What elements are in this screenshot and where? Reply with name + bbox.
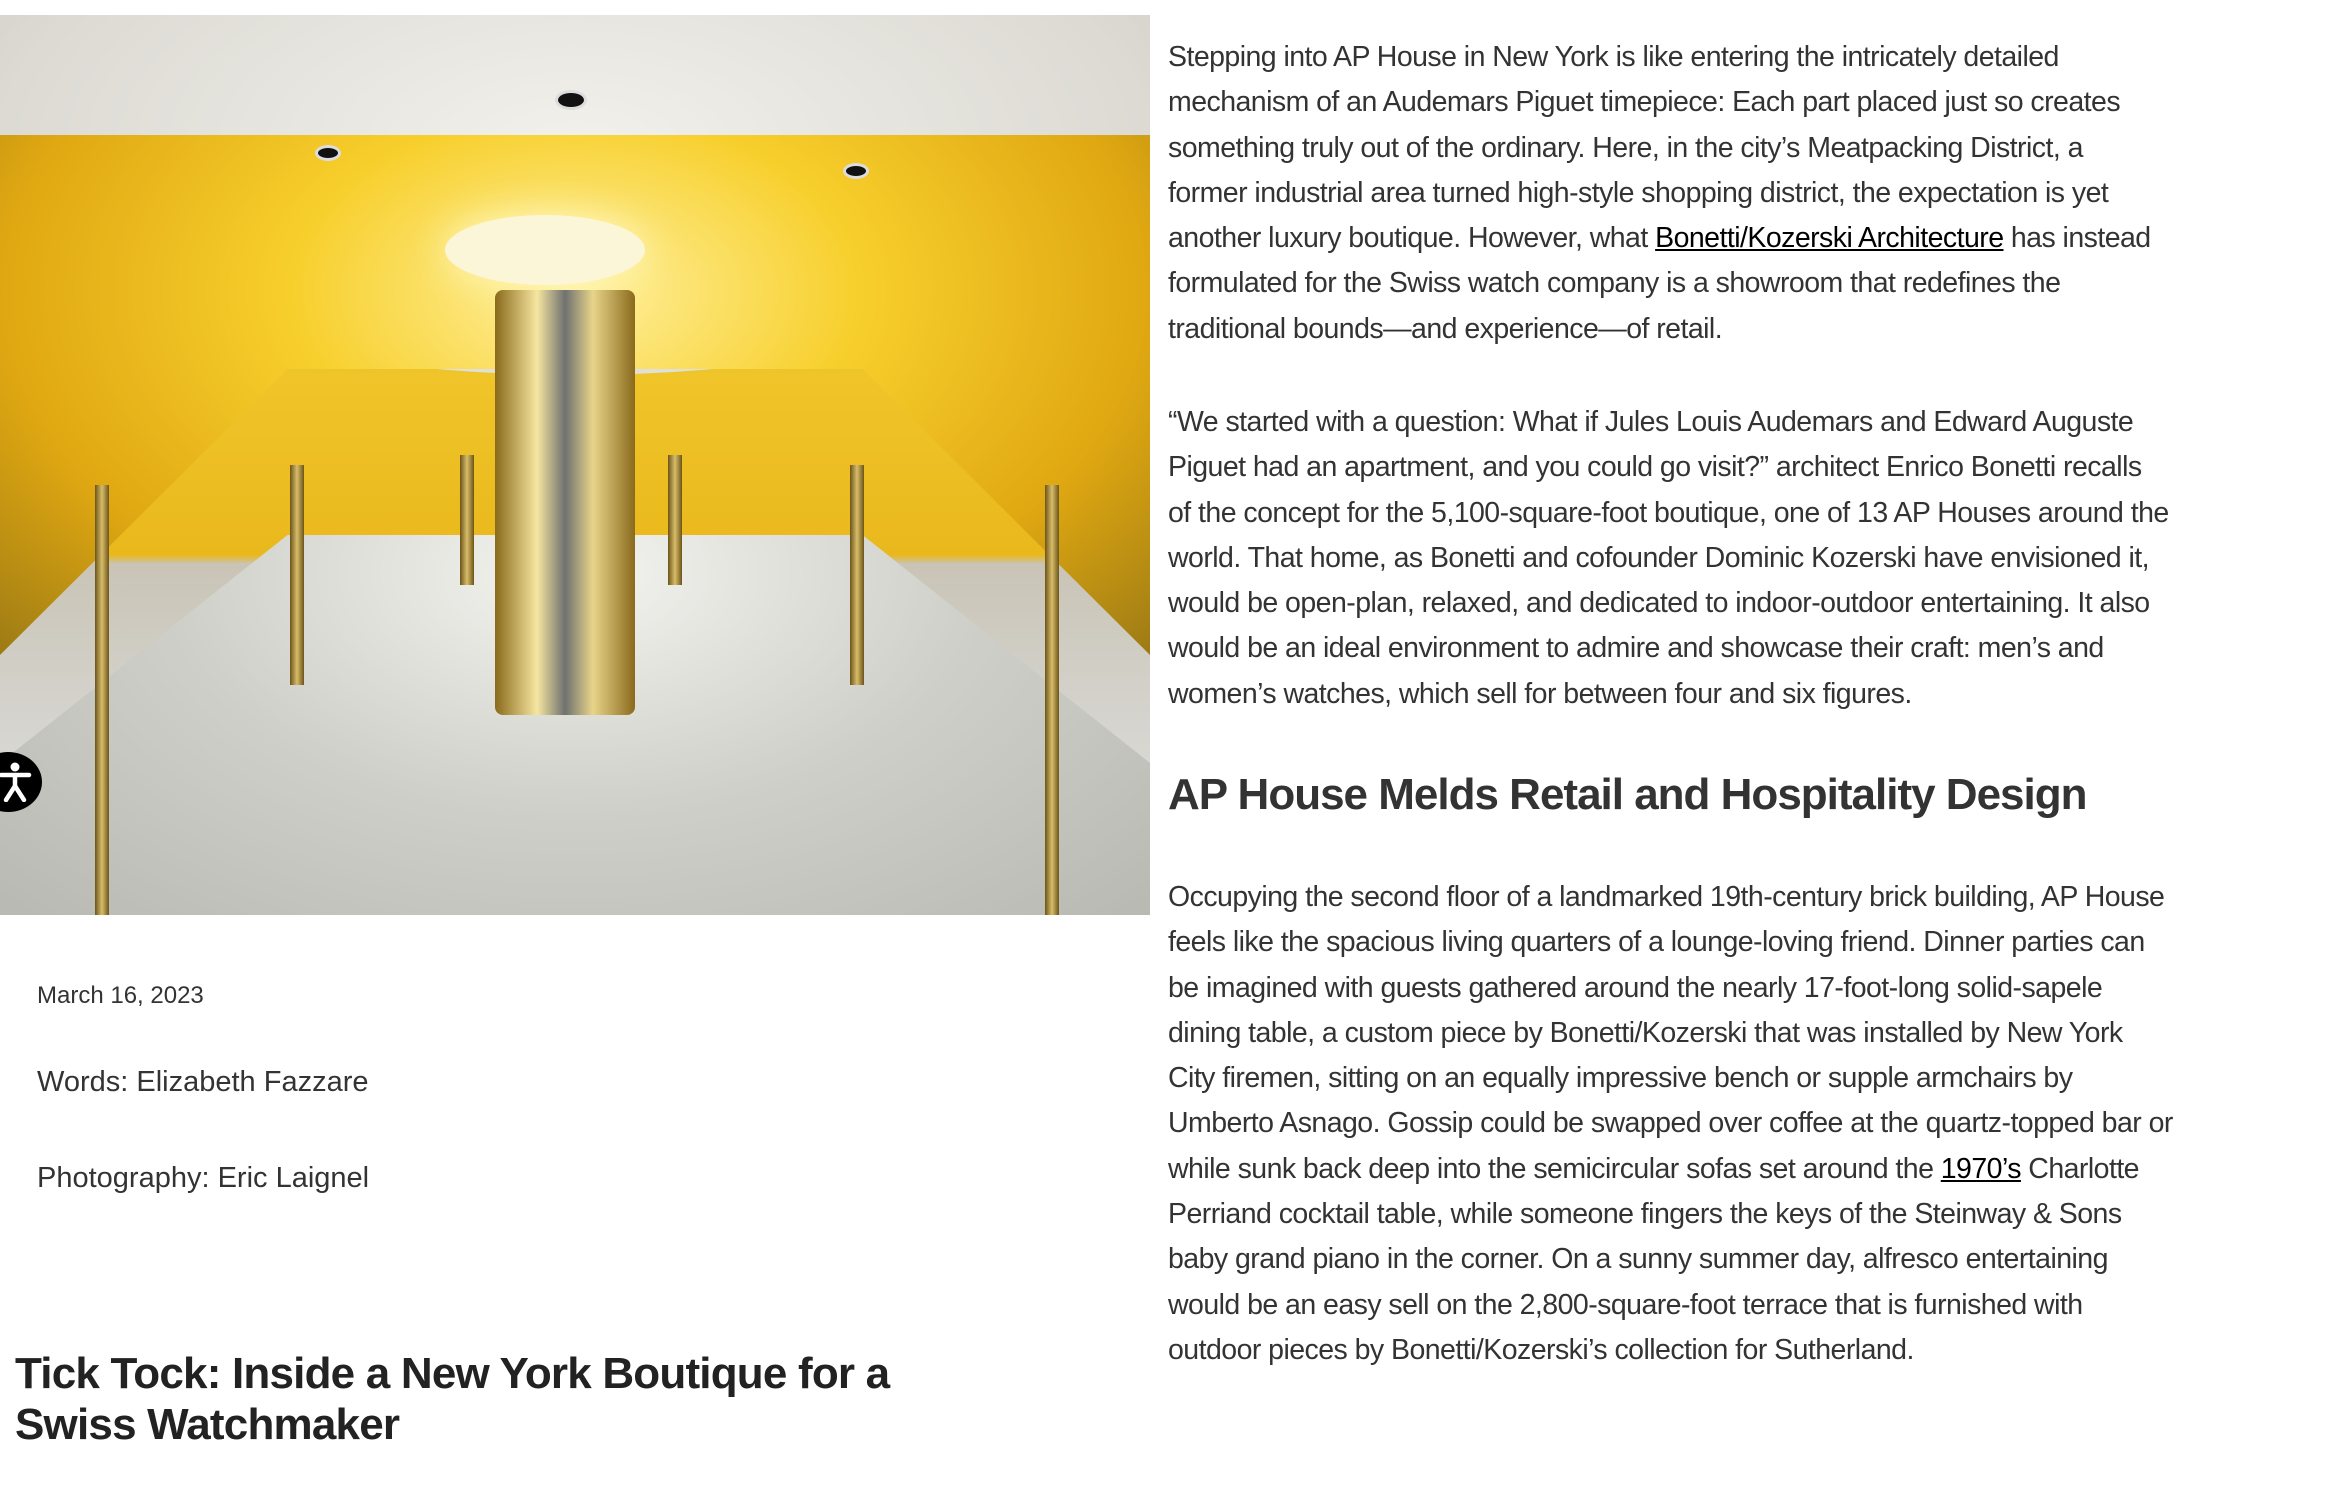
text-line — [1168, 672, 2328, 717]
text-segment: Umberto Asnago. Gossip could be swapped over coffee at the quartz-topped bar or — [1168, 1107, 2173, 1140]
watch-stand — [1045, 485, 1059, 915]
watch-stand — [850, 465, 864, 685]
text-line — [1168, 1011, 2328, 1056]
text-line — [1168, 400, 2328, 445]
text-segment: dining table, a custom piece by Bonetti/Kozerski that was installed by New York — [1168, 1016, 2123, 1049]
text-segment: Occupying the second floor of a landmarked 19th-century brick building, AP House — [1168, 881, 2165, 913]
watch-stand — [290, 465, 304, 685]
text-line — [1168, 307, 2328, 352]
text-line — [1168, 80, 2328, 125]
hero-image — [0, 15, 1150, 915]
text-line — [1168, 1101, 2328, 1146]
text-line — [1168, 1147, 2328, 1192]
paragraph-2 — [1168, 400, 2328, 717]
text-line — [1168, 1283, 2328, 1328]
text-segment: Charlotte — [2020, 1152, 2139, 1185]
text-line — [1168, 126, 2328, 171]
ceiling-lamp — [843, 163, 869, 179]
paragraph-text — [1168, 35, 2328, 352]
text-line — [1168, 1192, 2328, 1237]
text-segment: feels like the spacious living quarters of a lounge-loving friend. Dinner parties can — [1168, 926, 2145, 959]
text-line — [1168, 875, 2328, 920]
text-segment: mechanism of an Audemars Piguet timepiece: Each part placed just so creates — [1168, 86, 2121, 119]
inline-link[interactable]: Bonetti/Kozerski Architecture — [1655, 222, 2004, 255]
text-segment: “We started with a question: What if Jules Louis Audemars and Edward Auguste — [1168, 406, 2134, 438]
text-segment: would be an ideal environment to admire and showcase their craft: men’s and — [1168, 632, 2104, 665]
text-line — [1168, 1328, 2328, 1373]
article-title: Tick Tock: Inside a New York Boutique for a Swiss Watchmaker — [15, 1349, 890, 1449]
text-line — [1168, 261, 2328, 306]
text-line — [1168, 920, 2328, 965]
watch-stand — [460, 455, 474, 585]
ceiling-lamp — [315, 145, 341, 161]
text-segment: Perriand cocktail table, while someone fingers the keys of the Steinway & Sons — [1168, 1198, 2122, 1231]
text-line — [1168, 536, 2328, 581]
paragraph-text — [1168, 875, 2328, 1373]
text-segment: has instead — [2003, 222, 2151, 255]
text-line — [1168, 216, 2328, 261]
text-segment: City firemen, sitting on an equally impressive bench or supple armchairs by — [1168, 1062, 2073, 1095]
paragraph-text — [1168, 400, 2328, 717]
text-line — [1168, 966, 2328, 1011]
text-line — [1168, 581, 2328, 626]
text-segment: be imagined with guests gathered around the nearly 17-foot-long solid-sapele — [1168, 971, 2103, 1004]
photo-credit: Photography: Eric Laignel — [37, 1162, 370, 1194]
display-column — [495, 290, 635, 715]
text-segment: would be open-plan, relaxed, and dedicated to indoor-outdoor entertaining. It also — [1168, 587, 2150, 620]
inline-link[interactable]: 1970’s — [1940, 1152, 2021, 1185]
text-segment: of the concept for the 5,100-square-foot boutique, one of 13 AP Houses around the — [1168, 496, 2169, 529]
text-segment: traditional bounds—and experience—of retail. — [1168, 312, 1723, 345]
text-line — [1168, 626, 2328, 671]
text-segment: formulated for the Swiss watch company is a showroom that redefines the — [1168, 267, 2061, 300]
ceiling-lamp — [555, 90, 587, 110]
watch-stand — [668, 455, 682, 585]
text-segment: Piguet had an apartment, and you could go visit?” architect Enrico Bonetti recalls — [1168, 451, 2142, 484]
text-segment: would be an easy sell on the 2,800-square-foot terrace that is furnished with — [1168, 1288, 2083, 1321]
ceiling-light-disc — [445, 215, 645, 285]
text-line — [1168, 35, 2328, 80]
text-line — [1168, 445, 2328, 490]
publish-date: March 16, 2023 — [37, 982, 204, 1009]
text-segment: Stepping into AP House in New York is like entering the intricately detailed — [1168, 41, 2059, 73]
text-segment: baby grand piano in the corner. On a sunny summer day, alfresco entertaining — [1168, 1243, 2108, 1276]
text-line — [1168, 491, 2328, 536]
paragraph-1 — [1168, 35, 2328, 352]
text-segment: while sunk back deep into the semicircular sofas set around the — [1168, 1152, 1941, 1185]
text-segment: another luxury boutique. However, what — [1168, 222, 1656, 255]
author-credit: Words: Elizabeth Fazzare — [37, 1066, 369, 1098]
text-segment: former industrial area turned high-style shopping district, the expectation is yet — [1168, 176, 2109, 209]
section-heading: AP House Melds Retail and Hospitality Design — [1168, 770, 2087, 819]
text-segment: women’s watches, which sell for between four and six figures. — [1168, 677, 1912, 710]
accessibility-icon — [0, 762, 32, 802]
text-segment: something truly out of the ordinary. Here, in the city’s Meatpacking District, a — [1168, 131, 2083, 164]
text-segment: outdoor pieces by Bonetti/Kozerski’s collection for Sutherland. — [1168, 1333, 1914, 1366]
watch-stand — [95, 485, 109, 915]
paragraph-3 — [1168, 875, 2328, 1373]
text-line — [1168, 171, 2328, 216]
text-line — [1168, 1056, 2328, 1101]
text-line — [1168, 1237, 2328, 1282]
text-segment: world. That home, as Bonetti and cofounder Dominic Kozerski have envisioned it, — [1168, 541, 2149, 574]
